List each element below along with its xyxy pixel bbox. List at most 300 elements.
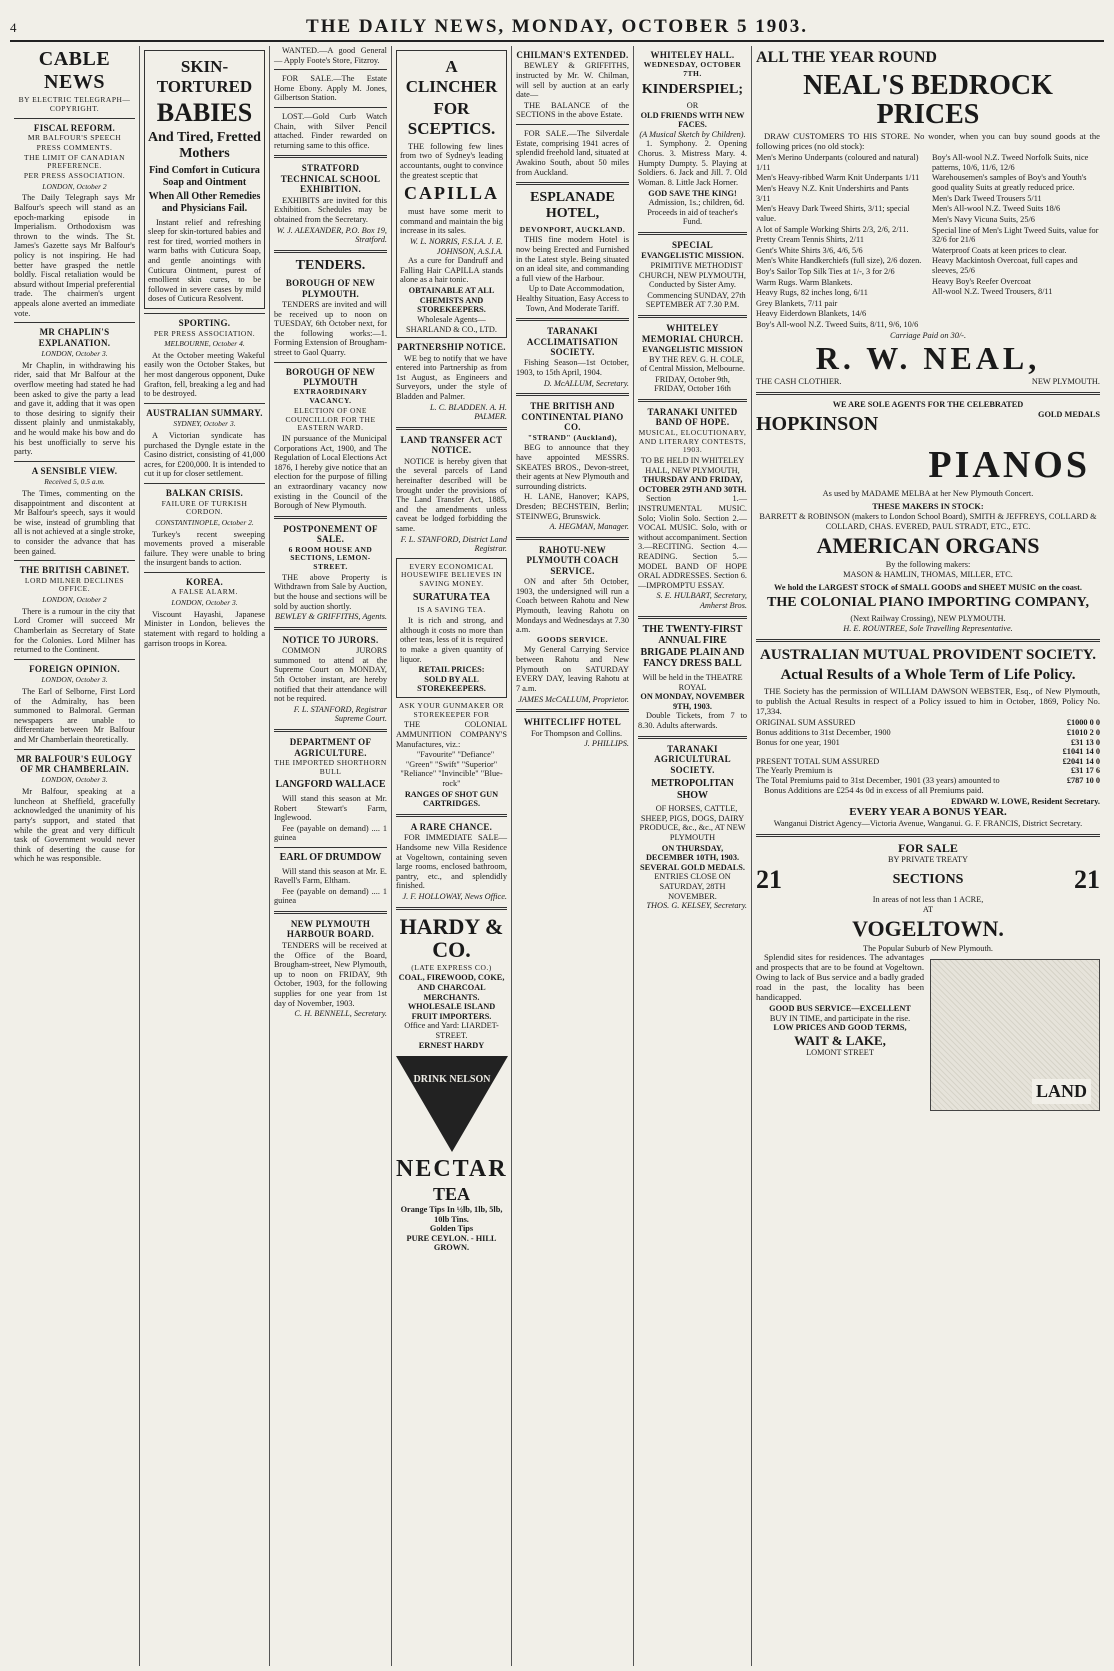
article-subheading: FAILURE OF TURKISH CORDON.	[161, 498, 248, 517]
price-item: Warehousemen's samples of Boy's and Youth's good quality Suits at greatly reduced price.	[932, 173, 1087, 193]
price-item: Men's Heavy Dark Tweed Shirts, 3/11; special value.	[756, 204, 910, 223]
price-item: Pretty Cream Tennis Shirts, 2/11	[756, 235, 864, 245]
notice-heading: TARANAKI UNITED BAND OF HOPE.	[647, 406, 738, 428]
notice-heading: A RARE CHANCE.	[410, 821, 493, 832]
article-heading: THE BRITISH CABINET.	[19, 565, 130, 576]
ad-body: THE COLONIAL AMMUNITION COMPANY'S Manufactures, viz.:	[396, 720, 507, 749]
notice-signature: JAMES McCALLUM, Proprietor.	[518, 694, 629, 704]
article-body: The Times, commenting on the disappointment and discontent at Mr Balfour's speech, says it would be wise, instead of grumbling that all is not achieved at a single stroke, to consider the advance that has been gained.	[14, 489, 135, 556]
ad-body: BARRETT & ROBINSON (makers to London School Board), SMITH & JEFFREYS, COLLARD & COLLARD, CHAS. EVERED, PAUL STRADT, ETC., ETC.	[759, 512, 1097, 531]
hopkinson-row	[756, 410, 1100, 439]
notice-body: Will stand this season at Mr. Robert Stewart's Farm, Inglewood.	[274, 793, 387, 823]
price-item: Boy's Sailor Top Silk Ties at 1/-, 3 for 2/6	[756, 266, 895, 276]
hardy-name: HARDY & CO.	[399, 913, 504, 962]
event-note: Admission, 1s.; children, 6d. Proceeds in aid of teacher's Fund.	[647, 198, 745, 227]
dateline: LONDON, October 3.	[41, 775, 108, 785]
notice-heading: STRATFORD TECHNICAL SCHOOL EXHIBITION.	[280, 163, 381, 195]
notice-signature: D. McALLUM, Secretary.	[543, 378, 629, 388]
section-count: 21	[1074, 865, 1100, 895]
policy-value: £1041 14 0	[1062, 747, 1100, 757]
notice-heading: NOTICE TO JURORS.	[282, 634, 379, 645]
ad-subheadline: When All Other Remedies and Physicians Fail.	[148, 191, 261, 214]
ad-headline: BABIES	[156, 98, 253, 128]
article-subheading: THE LIMIT OF CANADIAN PREFERENCE.	[24, 152, 125, 171]
policy-label: The Yearly Premium is	[756, 766, 833, 776]
notice-signature: J. F. HOLLOWAY, News Office.	[402, 891, 507, 901]
notice-signature: F. L. STANFORD, Registrar Supreme Court.	[293, 704, 387, 724]
sections-label: SECTIONS	[892, 872, 964, 887]
event-date: FRIDAY, October 9th,	[655, 374, 730, 384]
hotel-name: ESPLANADE HOTEL,	[530, 190, 615, 222]
classified-ad: FOR SALE.—The Estate Home Ebony. Apply M. Jones, Gilbertson Station.	[274, 74, 387, 103]
notice-subheading: 6 ROOM HOUSE AND SECTIONS, LEMON-STREET.	[288, 544, 373, 572]
notice-heading: THE BRITISH AND CONTINENTAL PIANO CO.	[521, 401, 624, 433]
divider	[756, 834, 1100, 837]
sale-note: LOW PRICES AND GOOD TERMS,	[773, 1023, 907, 1033]
notice-body: BY THE REV. G. H. COLE, of Central Mission, Melbourne.	[640, 354, 745, 374]
page-number: 4	[10, 20, 19, 35]
ad-headline: FOR SCEPTICS.	[407, 99, 496, 139]
section-count: 21	[756, 865, 782, 895]
policy-label: ORIGINAL SUM ASSURED	[756, 718, 856, 728]
price-item: Men's All-wool N.Z. Tweed Suits 18/6	[932, 204, 1061, 214]
ad-body: Bonus Additions are £254 4s 0d in excess of all Premiums paid.	[764, 784, 984, 795]
ad-body: We hold the LARGEST STOCK of SMALL GOODS and SHEET MUSIC on the coast.	[774, 582, 1082, 592]
notice-subheading: THE IMPORTED SHORTHORN BULL	[274, 757, 387, 776]
price-list-right	[932, 153, 1100, 330]
notice-heading: POSTPONEMENT OF SALE.	[283, 523, 378, 545]
divider	[396, 907, 507, 910]
ad-body: Instant relief and refreshing sleep for skin-tortured babies and rest for tired, worried mothers in warm baths with Cuticura Soap, and gentle anointings with Cuticura Ointment, purest of emollient skin cures, to be followed in severe cases by mild doses of Cuticura Resolvent.	[148, 217, 261, 304]
ad-subheadline: THESE MAKERS IN STOCK:	[872, 502, 984, 512]
press-credit: PER PRESS ASSOCIATION.	[153, 328, 256, 338]
award-note: GOLD MEDALS	[1037, 409, 1100, 419]
notice-body: OF HORSES, CATTLE, SHEEP, PIGS, DOGS, DAIRY PRODUCE, &c., &c., AT NEW PLYMOUTH	[639, 804, 746, 843]
article-body: The Daily Telegraph says Mr Balfour's speech will stand as an epoch-marking episode in Imperialism. Orthodoxism was thrown to the winds. The St. James's Gazette says Mr Balfour's policy is not inspiring. He had better have grasped the nettle boldly. Fiscal retaliation would be absurd without Imperial preferential trade. The chairmen's urgent appeals alone averted an immediate vote.	[14, 193, 135, 318]
article-heading: SPORTING.	[178, 318, 231, 329]
price-item: Special line of Men's Light Tweed Suits, value for 32/6 for 21/6	[932, 225, 1099, 245]
dateline: LONDON, October 3.	[41, 349, 108, 359]
price-item: Men's Heavy N.Z. Knit Undershirts and Pants 3/11	[756, 184, 909, 203]
column-entertainments	[634, 46, 752, 1666]
programme-list: Section 1.—INSTRUMENTAL MUSIC. Solo; Violin Solo. Section 2.—VOCAL MUSIC. Solo, with or without accompaniment. Section 3.—RECITING. Section 4.—READING. Section 5.—MODEL BAND OF HOPE ORAL ADDRESSES. Section 6.—IMPROMPTU ESSAY.	[638, 494, 747, 590]
event-subtitle: OLD FRIENDS WITH NEW FACES.	[640, 110, 745, 130]
divider	[638, 232, 747, 235]
ad-headline: SKIN-TORTURED	[156, 57, 253, 96]
price-item: Heavy Eiderdown Blankets, 14/6	[756, 309, 867, 319]
ad-body: Orange Tips In ½lb, 1lb, 5lb, 10lb Tins.	[400, 1205, 503, 1224]
ad-footer: RANGES OF SHOT GUN CARTRIDGES.	[404, 789, 499, 809]
vogeltown-block	[756, 953, 1100, 1117]
policy-row	[756, 747, 1100, 757]
divider	[144, 313, 265, 314]
notice-heading: BOROUGH OF NEW PLYMOUTH.	[285, 278, 376, 299]
ad-footer: PURE CEYLON. - HILL GROWN.	[406, 1233, 497, 1253]
notice-body: TENDERS are invited and will be received up to noon on TUESDAY, 6th October next, for the following works:—1. Forming Extension of Brougham-street to Gaol Quarry.	[274, 299, 387, 357]
divider	[144, 403, 265, 404]
event-note: (A Musical Sketch by Children).	[639, 129, 746, 139]
product-name: NECTAR	[396, 1156, 508, 1183]
product-name: CAPILLA	[403, 183, 499, 204]
divider	[516, 709, 629, 712]
notice-subheading: EXTRAORDINARY VACANCY.	[293, 387, 368, 406]
divider	[14, 118, 135, 119]
notice-signature: BEWLEY & GRIFFITHS, Agents.	[274, 612, 387, 622]
divider	[14, 560, 135, 561]
policy-label: Bonus additions to 31st December, 1900	[756, 727, 891, 737]
divider	[516, 182, 629, 185]
divider	[274, 155, 387, 158]
ad-signature: H. E. ROUNTREE, Sole Travelling Representative.	[843, 624, 1013, 634]
ad-body: By the following makers:	[885, 560, 971, 570]
price-item: Boy's All-wool N.Z. Tweed Suits, 8/11, 9/6, 10/6	[756, 320, 919, 330]
ad-body: must have some merit to command and maintain the big increase in its sales.	[400, 207, 503, 236]
notice-signature: J. PHILLIPS.	[584, 739, 629, 749]
policy-value: £31 13 0	[1070, 737, 1100, 747]
sale-note: GOOD BUS SERVICE—EXCELLENT	[769, 1003, 911, 1013]
divider	[516, 537, 629, 540]
divider	[756, 639, 1100, 642]
section-heading: TENDERS.	[295, 257, 366, 273]
divider	[756, 392, 1100, 395]
event-location: TO BE HELD IN WHITELEY HALL, NEW PLYMOUTH,	[640, 455, 745, 475]
policy-row	[756, 728, 1100, 738]
ad-headline: And Tired, Fretted Mothers	[148, 129, 261, 161]
ad-signature: W. L. NORRIS, F.S.I.A. J. E. JOHNSON, A.S.I.A.	[409, 237, 503, 256]
ad-body: It is rich and strong, and although it costs no more than other teas, less of it is required to make a given quantity of liquor.	[400, 616, 503, 664]
price-item: Grey Blankets, 7/11 pair	[756, 298, 838, 308]
cable-news-sub: BY ELECTRIC TELEGRAPH—COPYRIGHT.	[18, 95, 131, 114]
price-lists	[756, 153, 1100, 330]
notice-body: H. LANE, Hanover; KAPS, Dresden; BECHSTEIN, Berlin; STEINWEG, Brunswick.	[516, 492, 629, 521]
programme-list: 1. Symphony. 2. Opening Chorus. 3. Mistress Mary. 4. Humpty Dumpty. 5. Playing at Soldiers. 6. Jack and Jill. 7. Old Woman. 8. Little Jack Horner.	[638, 139, 747, 187]
article-subheading: MR BALFOUR'S SPEECH	[27, 133, 122, 143]
article-heading: FISCAL REFORM.	[33, 122, 116, 133]
column-sales	[512, 46, 634, 1666]
masthead-title: THE DAILY NEWS, MONDAY, OCTOBER 5 1903.	[306, 16, 808, 37]
notice-body: Fee (payable on demand) .... 1 guinea	[274, 823, 387, 843]
policy-row	[756, 738, 1100, 748]
article-heading: FOREIGN OPINION.	[29, 663, 120, 674]
divider	[396, 814, 507, 817]
notice-signature: L. C. BLADDEN. A. H. PALMER.	[429, 402, 507, 422]
ad-footer: RETAIL PRICES:	[418, 665, 485, 675]
article-heading: AUSTRALIAN SUMMARY.	[146, 407, 263, 418]
notice-heading: WHITELEY MEMORIAL CHURCH.	[641, 323, 744, 344]
ad-headline: ALL THE YEAR ROUND	[756, 49, 937, 66]
ad-signature: ERNEST HARDY	[418, 1040, 485, 1050]
ad-footer: SOLD BY ALL STOREKEEPERS.	[417, 674, 486, 694]
column-display-ads	[752, 46, 1104, 1666]
policy-value: £1010 2 0	[1066, 727, 1100, 737]
notice-signature: F. L. STANFORD, District Land Registrar.	[400, 534, 507, 554]
map-label: LAND	[1032, 1079, 1091, 1104]
event-title: THE TWENTY-FIRST ANNUAL FIRE BRIGADE PLAIN AND FANCY DRESS BALL	[640, 623, 745, 670]
event-subtitle: OR	[686, 101, 699, 111]
sale-note: BUY IN TIME, and participate in the rise.	[769, 1013, 911, 1023]
notice-heading: PARTNERSHIP NOTICE.	[397, 342, 506, 353]
notice-body: WE beg to notify that we have entered into Partnership as from 1st August, as Engineers and Surveyors, under the style of Bladden and Palmer.	[396, 353, 507, 401]
policy-label: The Total Premiums paid to 31st December, 1901 (33 years) amounted to	[756, 775, 1000, 785]
article-body: Viscount Hayashi, Japanese Minister in London, believes the statement with regard to holding a garrison troops in Korea.	[144, 609, 265, 648]
notice-signature: C. H. BENNELL, Secretary.	[294, 1009, 387, 1019]
divider	[14, 749, 135, 750]
divider	[516, 393, 629, 396]
divider	[274, 362, 387, 363]
ad-subheadline: WHOLESALE ISLAND FRUIT IMPORTERS.	[407, 1002, 496, 1021]
divider	[274, 250, 387, 253]
notice-heading: BOROUGH OF NEW PLYMOUTH	[285, 366, 376, 388]
ad-body: "Favourite" "Defiance" "Green" "Swift" "Superior" "Reliance" "Invincible" "Blue-rock"	[400, 750, 503, 789]
article-body: Turkey's recent sweeping movements proved a miserable failure. They were unable to bring the insurgent bands to action.	[144, 529, 265, 568]
ad-body: Golden Tips	[429, 1224, 474, 1234]
divider	[274, 729, 387, 732]
divider	[14, 322, 135, 323]
policy-value: £787 10 0	[1066, 775, 1100, 785]
brand-name: HOPKINSON	[756, 412, 879, 435]
policy-row	[756, 757, 1100, 767]
sale-note: AT	[922, 904, 934, 914]
policy-label: PRESENT TOTAL SUM ASSURED	[756, 756, 880, 766]
press-credit: PER PRESS ASSOCIATION.	[23, 170, 126, 180]
policy-value: £31 17 6	[1070, 766, 1100, 776]
classified-ad: WANTED.—A good General — Apply Foote's Store, Fitzroy.	[274, 46, 387, 65]
ad-body: MASON & HAMLIN, THOMAS, MILLER, ETC.	[843, 569, 1013, 579]
article-heading: MR CHAPLIN'S EXPLANATION.	[38, 327, 111, 348]
article-subheading: LORD MILNER DECLINES OFFICE.	[24, 575, 125, 594]
event-date: ON THURSDAY, DECEMBER 10TH, 1903.	[645, 843, 740, 863]
columns	[10, 46, 1104, 1666]
divider	[274, 627, 387, 630]
notice-signature: W. J. ALEXANDER, P.O. Box 19, Stratford.	[276, 225, 387, 245]
ad-subheadline: Find Comfort in Cuticura Soap and Ointment	[149, 165, 260, 188]
price-item: Men's White Handkerchiefs (full size), 2/6 dozen.	[756, 256, 922, 266]
firm-name: WAIT & LAKE,	[794, 1032, 886, 1048]
dateline: LONDON, October 2	[42, 181, 107, 191]
notice-heading: RAHOTU-NEW PLYMOUTH COACH SERVICE.	[526, 544, 619, 576]
price-item: Men's Navy Vicuna Suits, 25/6	[932, 214, 1035, 224]
notice-subheading: EVANGELISTIC MISSION.	[641, 251, 744, 261]
sale-note: The Popular Suburb of New Plymouth.	[863, 943, 993, 953]
divider	[638, 399, 747, 402]
divider	[396, 427, 507, 430]
policy-row	[756, 766, 1100, 776]
product-name: AMERICAN ORGANS	[816, 533, 1040, 559]
price-item: Heavy Mackintosh Overcoat, full capes and sleeves, 25/6	[932, 256, 1078, 275]
divider	[638, 315, 747, 318]
article-body: Mr Balfour, speaking at a luncheon at Sheffield, gracefully acknowledged the unanimity of his party's support, and stated that while the great and very difficult task of Government would never think of deserting the cause for which he was responsible.	[14, 787, 135, 864]
dateline: LONDON, October 2	[42, 595, 107, 605]
policy-value: £2041 14 0	[1062, 756, 1100, 766]
notice-heading: CHILMAN'S EXTENDED.	[516, 50, 629, 60]
neal-location: NEW PLYMOUTH.	[1031, 377, 1100, 387]
event-note: Double Tickets, from 7 to 8.30. Adults afterwards.	[638, 711, 747, 731]
notice-body: Fee (payable on demand) .... 1 guinea	[274, 886, 387, 906]
ad-body: DRAW CUSTOMERS TO HIS STORE. No wonder, when you can buy sound goods at the following prices (no old stock):	[756, 131, 1100, 152]
ad-footer: OBTAINABLE AT ALL CHEMISTS AND STOREKEEPERS.	[408, 286, 495, 315]
price-item: Men's Heavy-ribbed Warm Knit Underpants 1/11	[756, 173, 920, 183]
divider	[638, 736, 747, 739]
notice-body: BEG to announce that they have appointed MESSRS. SKEATES BROS., Devon-street, their agents at New Plymouth and surrounding districts.	[516, 443, 629, 491]
company-address: (Next Railway Crossing), NEW PLYMOUTH.	[850, 614, 1006, 624]
event-note: ENTRIES CLOSE ON SATURDAY, 28TH NOVEMBER.	[654, 872, 731, 901]
ad-body: As a cure for Dandruff and Falling Hair CAPILLA stands alone as a hair tonic.	[400, 256, 503, 285]
column-cable-news	[10, 46, 140, 1666]
notice-heading: SPECIAL	[671, 239, 714, 250]
ad-subheadline: EVERY ECONOMICAL HOUSEWIFE BELIEVES IN SAVING MONEY.	[401, 561, 502, 589]
event-location: Will be held in the THEATRE ROYAL	[642, 673, 743, 692]
ad-body: THE Society has the permission of WILLIAM DAWSON WEBSTER, Esq., of New Plymouth, to publish the Actual Results in respect of a Policy issued to him in October, 1869, Policy No. 17,334.	[756, 686, 1100, 717]
notice-body: FOR SALE.—The Silverdale Estate, comprising 1941 acres of splendid freehold land, situated at Awakino South, about 50 miles from Auckland.	[516, 129, 629, 177]
ad-signature: EDWARD W. LOWE, Resident Secretary.	[951, 796, 1100, 806]
suburb-name: VOGELTOWN.	[852, 916, 1004, 942]
neal-footer	[756, 377, 1100, 387]
article-heading: A SENSIBLE VIEW.	[31, 465, 118, 476]
cable-news-heading: CABLE NEWS	[38, 48, 111, 94]
article-heading: MR BALFOUR'S EULOGY OF MR CHAMBERLAIN.	[16, 753, 133, 775]
divider	[274, 69, 387, 70]
divider	[144, 483, 265, 484]
notice-body: EXHIBITS are invited for this Exhibition. Schedules may be obtained from the Secretary.	[274, 195, 387, 225]
bull-name: LANGFORD WALLACE	[275, 779, 386, 791]
dateline: SYDNEY, October 3.	[173, 419, 236, 429]
divider	[144, 572, 265, 573]
notice-subheading: EVANGELISTIC MISSION	[642, 344, 743, 354]
notice-subheading: ELECTION OF ONE COUNCILLOR FOR THE EASTERN WARD.	[285, 405, 376, 433]
article-subheading: PRESS COMMENTS.	[36, 142, 113, 152]
vogeltown-text	[756, 953, 924, 1117]
ad-body: THIS fine modern Hotel is now being Erected and Furnished in the Latest style. Being situated on an ideal site, and commanding a full view of the Harbour.	[516, 235, 629, 283]
event-date: FRIDAY, October 16th	[654, 384, 731, 394]
divider	[14, 659, 135, 660]
company-name: THE COLONIAL PIANO IMPORTING COMPANY,	[767, 595, 1089, 611]
event-date: ON MONDAY, NOVEMBER 9TH, 1903.	[640, 692, 745, 711]
sections-row	[756, 865, 1100, 895]
event-date: THURSDAY AND FRIDAY, OCTOBER 29TH AND 30TH.	[638, 475, 747, 494]
article-body: Mr Chaplin, in withdrawing his rider, said that Mr Balfour at the overflow meeting had stated he had been asked to give the party a lead and gave it, adding that it was open to those desiring to signify their dissent plainly and unmistakably, and he would make his bow and do his best unofficially to serve his party.	[14, 360, 135, 457]
ad-footer: Wholesale Agents—SHARLAND & CO., LTD.	[406, 314, 497, 334]
divider	[516, 318, 629, 321]
event-title: KINDERSPIEL;	[641, 81, 744, 97]
article-body: A Victorian syndicate has purchased the Dyngle estate in the Casino district, consisting of 41,000 acres, for £200,000. It is intended to cut it up for closer settlement.	[144, 431, 265, 479]
divider	[14, 461, 135, 462]
notice-heading: NEW PLYMOUTH HARBOUR BOARD.	[286, 919, 375, 940]
notice-heading: LAND TRANSFER ACT NOTICE.	[400, 434, 503, 456]
ad-headline: NEAL'S BEDROCK PRICES	[803, 69, 1053, 130]
policy-row	[756, 718, 1100, 728]
notice-heading: TARANAKI AGRICULTURAL SOCIETY.	[654, 743, 731, 775]
sale-note: In areas of not less than 1 ACRE,	[872, 895, 984, 905]
classified-ad: LOST.—Gold Curb Watch Chain, with Silver Pencil attached. Finder rewarded on returning same to this office.	[274, 112, 387, 150]
vogeltown-map	[930, 959, 1100, 1111]
bull-name: EARL OF DRUMDOW	[279, 851, 382, 863]
sale-body: Splendid sites for residences. The advantages and prospects that are to be found at Vogeltown. Owing to lack of Bus service and a badly graded road in the past, the locality has been handicapped.	[756, 952, 924, 1002]
price-item: Heavy Rugs, 82 inches long, 6/11	[756, 288, 868, 298]
product-name: TEA	[432, 1184, 470, 1205]
firm-address: LOMONT STREET	[806, 1047, 874, 1057]
price-item: Warm Rugs. Warm Blankets.	[756, 277, 853, 287]
sale-heading: FOR SALE	[898, 840, 958, 855]
price-item: Waterproof Coats at keen prices to clear.	[932, 245, 1067, 255]
divider	[274, 107, 387, 108]
event-title: METROPOLITAN SHOW	[651, 778, 734, 801]
sale-subheading: BY PRIVATE TREATY	[887, 855, 969, 865]
ad-note: Carriage Paid on 30/-.	[889, 330, 967, 340]
event-date: Commencing SUNDAY, 27th SEPTEMBER AT 7.30 P.M.	[645, 290, 746, 310]
product-name: SURATURA TEA	[412, 591, 491, 603]
ad-subheadline: IS A SAVING TEA.	[417, 605, 486, 615]
dateline: CONSTANTINOPLE, October 2.	[155, 517, 254, 527]
ad-body: As used by MADAME MELBA at her New Plymouth Concert.	[822, 488, 1034, 498]
ad-body: THE following few lines from two of Sydney's leading accountants, ought to convince the greatest sceptic that	[400, 141, 503, 180]
article-heading: KOREA.	[185, 577, 224, 588]
policy-table	[756, 718, 1100, 785]
notice-signature: S. E. HULBART, Secretary, Amherst Bros.	[656, 591, 747, 611]
event-note: SEVERAL GOLD MEDALS.	[640, 862, 745, 872]
notice-subheading: GOODS SERVICE.	[537, 634, 608, 644]
ad-headline: A CLINCHER	[405, 57, 498, 96]
ad-body: Up to Date Accommodation, Healthy Situation, Easy Access to Town, And Moderate Tariff.	[516, 284, 629, 313]
price-item: A lot of Sample Working Shirts 2/3, 2/6, 2/11.	[756, 224, 909, 234]
notice-subheading: MUSICAL, ELOCUTIONARY, AND LITERARY CONTESTS, 1903.	[638, 427, 747, 455]
price-item: Men's Merino Underpants (coloured and natural) 1/11	[756, 153, 919, 172]
notice-body: IN pursuance of the Municipal Corporations Act, 1900, and The Regulation of Local Elections Act 1876, I hereby give notice that an election for the purpose of filling an extraordinary vacancy now existing in the Council of the Borough of New Plymouth.	[274, 433, 387, 511]
notice-body: FOR IMMEDIATE SALE—Handsome new Villa Residence at Vogeltown, containing seven large rooms, enclosed bathroom, pantry, etc., and splendidly finished.	[396, 833, 507, 891]
divider	[638, 616, 747, 619]
notice-body: THE BALANCE of the SECTIONS in the above Estate.	[516, 100, 629, 120]
notice-heading: WHITELEY HALL.	[650, 50, 735, 60]
notice-body: COMMON JURORS summoned to attend at the Supreme Court on MONDAY, 5th October instant, are hereby notified that their attendance will not be required.	[274, 646, 387, 704]
nectar-triangle-logo	[396, 1056, 508, 1152]
notice-heading: DEPARTMENT OF AGRICULTURE.	[289, 737, 372, 758]
ad-subheadline: WE ARE SOLE AGENTS FOR THE CELEBRATED	[832, 399, 1024, 409]
divider	[516, 124, 629, 125]
divider	[274, 847, 387, 848]
article-subheading: A FALSE ALARM.	[171, 587, 238, 597]
notice-body: Will stand this season at Mr. E. Ravell's Farm, Eltham.	[274, 866, 387, 886]
neal-logo-text: R. W. NEAL,	[815, 340, 1041, 377]
neal-tagline: THE CASH CLOTHIER.	[756, 377, 842, 387]
article-heading: BALKAN CRISIS.	[165, 488, 244, 499]
suratura-ad	[396, 558, 507, 698]
ad-subheadline: (LATE EXPRESS CO.)	[411, 962, 492, 972]
notice-body: TENDERS will be received at the Office of the Board, Brougham-street, New Plymouth, up to noon on FRIDAY, 9th October, 1903, for the following supplies for one year from 1st day of November, 1903.	[274, 940, 387, 1008]
notice-body: BEWLEY & GRIFFITHS, instructed by Mr. W. Chilman, will sell by auction at an early date—	[516, 61, 629, 100]
ad-subheadline: ASK YOUR GUNMAKER OR STOREKEEPER FOR	[398, 701, 505, 719]
divider	[274, 911, 387, 914]
notice-body: For Thompson and Collins.	[530, 728, 623, 738]
ad-footer: Office and Yard: LIARDET-STREET.	[404, 1021, 499, 1041]
event-date: WEDNESDAY, OCTOBER 7TH.	[643, 60, 742, 79]
notice-heading: WHITECLIFF HOTEL	[523, 717, 622, 728]
dateline: MELBOURNE, October 4.	[164, 339, 245, 349]
price-item: Boy's All-wool N.Z. Tweed Norfolk Suits, nice patterns, 10/6, 11/6, 12/6	[932, 153, 1089, 172]
dateline: Received 5, 0.5 a.m.	[44, 477, 105, 487]
ad-slogan: EVERY YEAR A BONUS YEAR.	[849, 806, 1007, 819]
dateline: LONDON, October 3.	[171, 598, 238, 608]
notice-body: ON and after 5th October, 1903, the undersigned will run a Coach between Rahotu and New Plymouth, leaving Rahotu on Mondays and Wednesdays at 7.30 a.m.	[516, 577, 629, 635]
product-name: PIANOS	[928, 443, 1090, 486]
notice-heading: TARANAKI ACCLIMATISATION SOCIETY.	[526, 326, 619, 358]
notice-body: NOTICE is hereby given that the several parcels of Land hereinafter described will be brought under the provisions of The Land Transfer Act, 1885, and the amendments unless caveat be lodged forbidding the same.	[396, 456, 507, 533]
notice-body: THE above Property is Withdrawn from Sale by Auction, but the house and sections will be sold by auction shortly.	[274, 572, 387, 611]
price-item: Gent's White Shirts 3/6, 4/6, 5/6	[756, 245, 863, 255]
column-cuticura	[140, 46, 270, 1666]
price-list-left	[756, 153, 924, 330]
column-notices	[270, 46, 392, 1666]
notice-signature: A. HEGMAN, Manager.	[549, 522, 629, 532]
price-item: Men's Dark Tweed Trousers 5/11	[932, 193, 1042, 203]
